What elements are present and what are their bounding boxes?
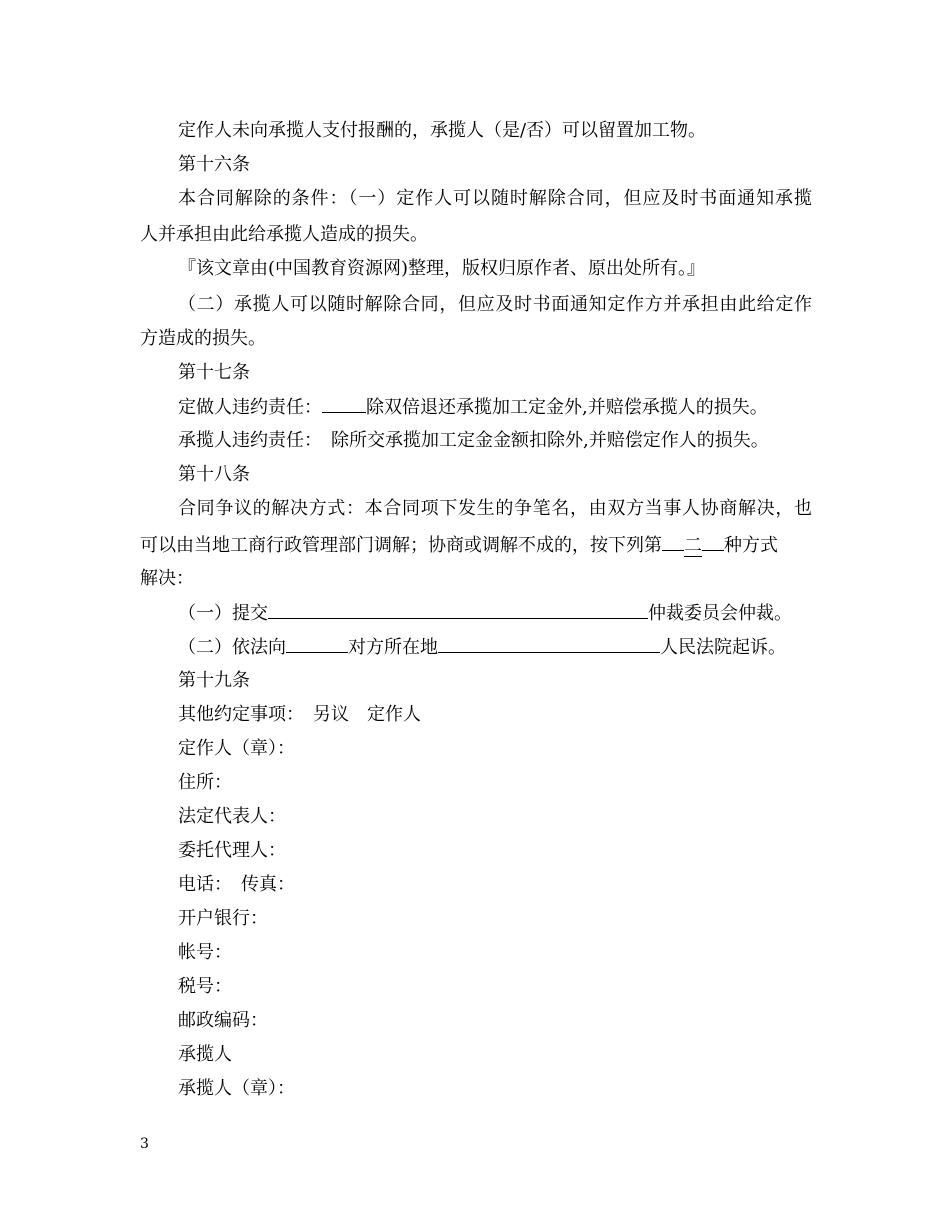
court-blank-2	[438, 634, 660, 653]
address-field: 住所：	[178, 772, 232, 793]
arbitration-label: （一）提交	[178, 603, 268, 624]
clause-retention: 定作人未向承揽人支付报酬的，承揽人（是/否）可以留置加工物。	[178, 120, 707, 141]
orderer-breach-text: 除双倍退还承揽加工定金外,并赔偿承揽人的损失。	[366, 397, 768, 418]
article-heading-17: 第十七条	[178, 362, 250, 383]
article-heading-18: 第十八条	[178, 464, 250, 485]
arbitration-suffix: 仲裁委员会仲裁。	[648, 603, 792, 624]
orderer-breach-blank	[322, 394, 366, 413]
agent-field: 委托代理人：	[178, 840, 286, 861]
contractor-heading: 承揽人	[178, 1044, 232, 1065]
account-field: 帐号：	[178, 942, 232, 963]
article-heading-16: 第十六条	[178, 154, 250, 175]
option-arbitration	[178, 600, 792, 627]
clause-contractor-termination-line2: 方造成的损失。	[140, 328, 266, 349]
dispute-blank-left	[662, 532, 684, 551]
clause-termination-line2: 人并承担由此给承揽人造成的损失。	[140, 224, 428, 245]
dispute-choice: 二	[684, 535, 702, 556]
arbitration-blank	[268, 600, 648, 619]
legal-representative-field: 法定代表人：	[178, 806, 286, 827]
court-label: （二）依法向	[178, 637, 286, 658]
dispute-text: 可以由当地工商行政管理部门调解；协商或调解不成的，按下列第	[140, 535, 662, 556]
contractor-seal: 承揽人（章）：	[178, 1078, 295, 1099]
article-heading-19: 第十九条	[178, 670, 250, 691]
clause-termination-line1: 本合同解除的条件：（一）定作人可以随时解除合同，但应及时书面通知承揽	[178, 188, 812, 209]
tax-id-field: 税号：	[178, 976, 232, 997]
clause-contractor-termination-line1: （二）承揽人可以随时解除合同，但应及时书面通知定作方并承担由此给定作	[178, 294, 812, 315]
orderer-seal: 定作人（章）：	[178, 738, 295, 759]
other-matters: 其他约定事项： 另议 定作人	[178, 704, 421, 725]
clause-dispute-line1: 合同争议的解决方式：本合同项下发生的争笔名，由双方当事人协商解决，也	[178, 498, 812, 519]
dispute-method-label: 种方式	[724, 535, 778, 556]
clause-dispute-line2	[140, 532, 778, 559]
option-court	[178, 634, 786, 661]
clause-dispute-line3: 解决：	[140, 568, 194, 589]
court-blank-1	[286, 634, 348, 653]
clause-contractor-breach: 承揽人违约责任： 除所交承揽加工定金金额扣除外,并赔偿定作人的损失。	[178, 430, 769, 451]
bank-field: 开户银行：	[178, 908, 268, 929]
court-suffix: 人民法院起诉。	[660, 637, 786, 658]
court-middle: 对方所在地	[348, 637, 438, 658]
page-number: 3	[140, 1136, 149, 1152]
phone-fax-field: 电话： 传真：	[178, 874, 295, 895]
clause-orderer-breach	[178, 394, 768, 421]
dispute-blank-right	[702, 532, 724, 551]
source-notice: 『该文章由(中国教育资源网)整理，版权归原作者、原出处所有。』	[178, 258, 706, 279]
postal-code-field: 邮政编码：	[178, 1010, 268, 1031]
orderer-breach-label: 定做人违约责任：	[178, 397, 322, 418]
